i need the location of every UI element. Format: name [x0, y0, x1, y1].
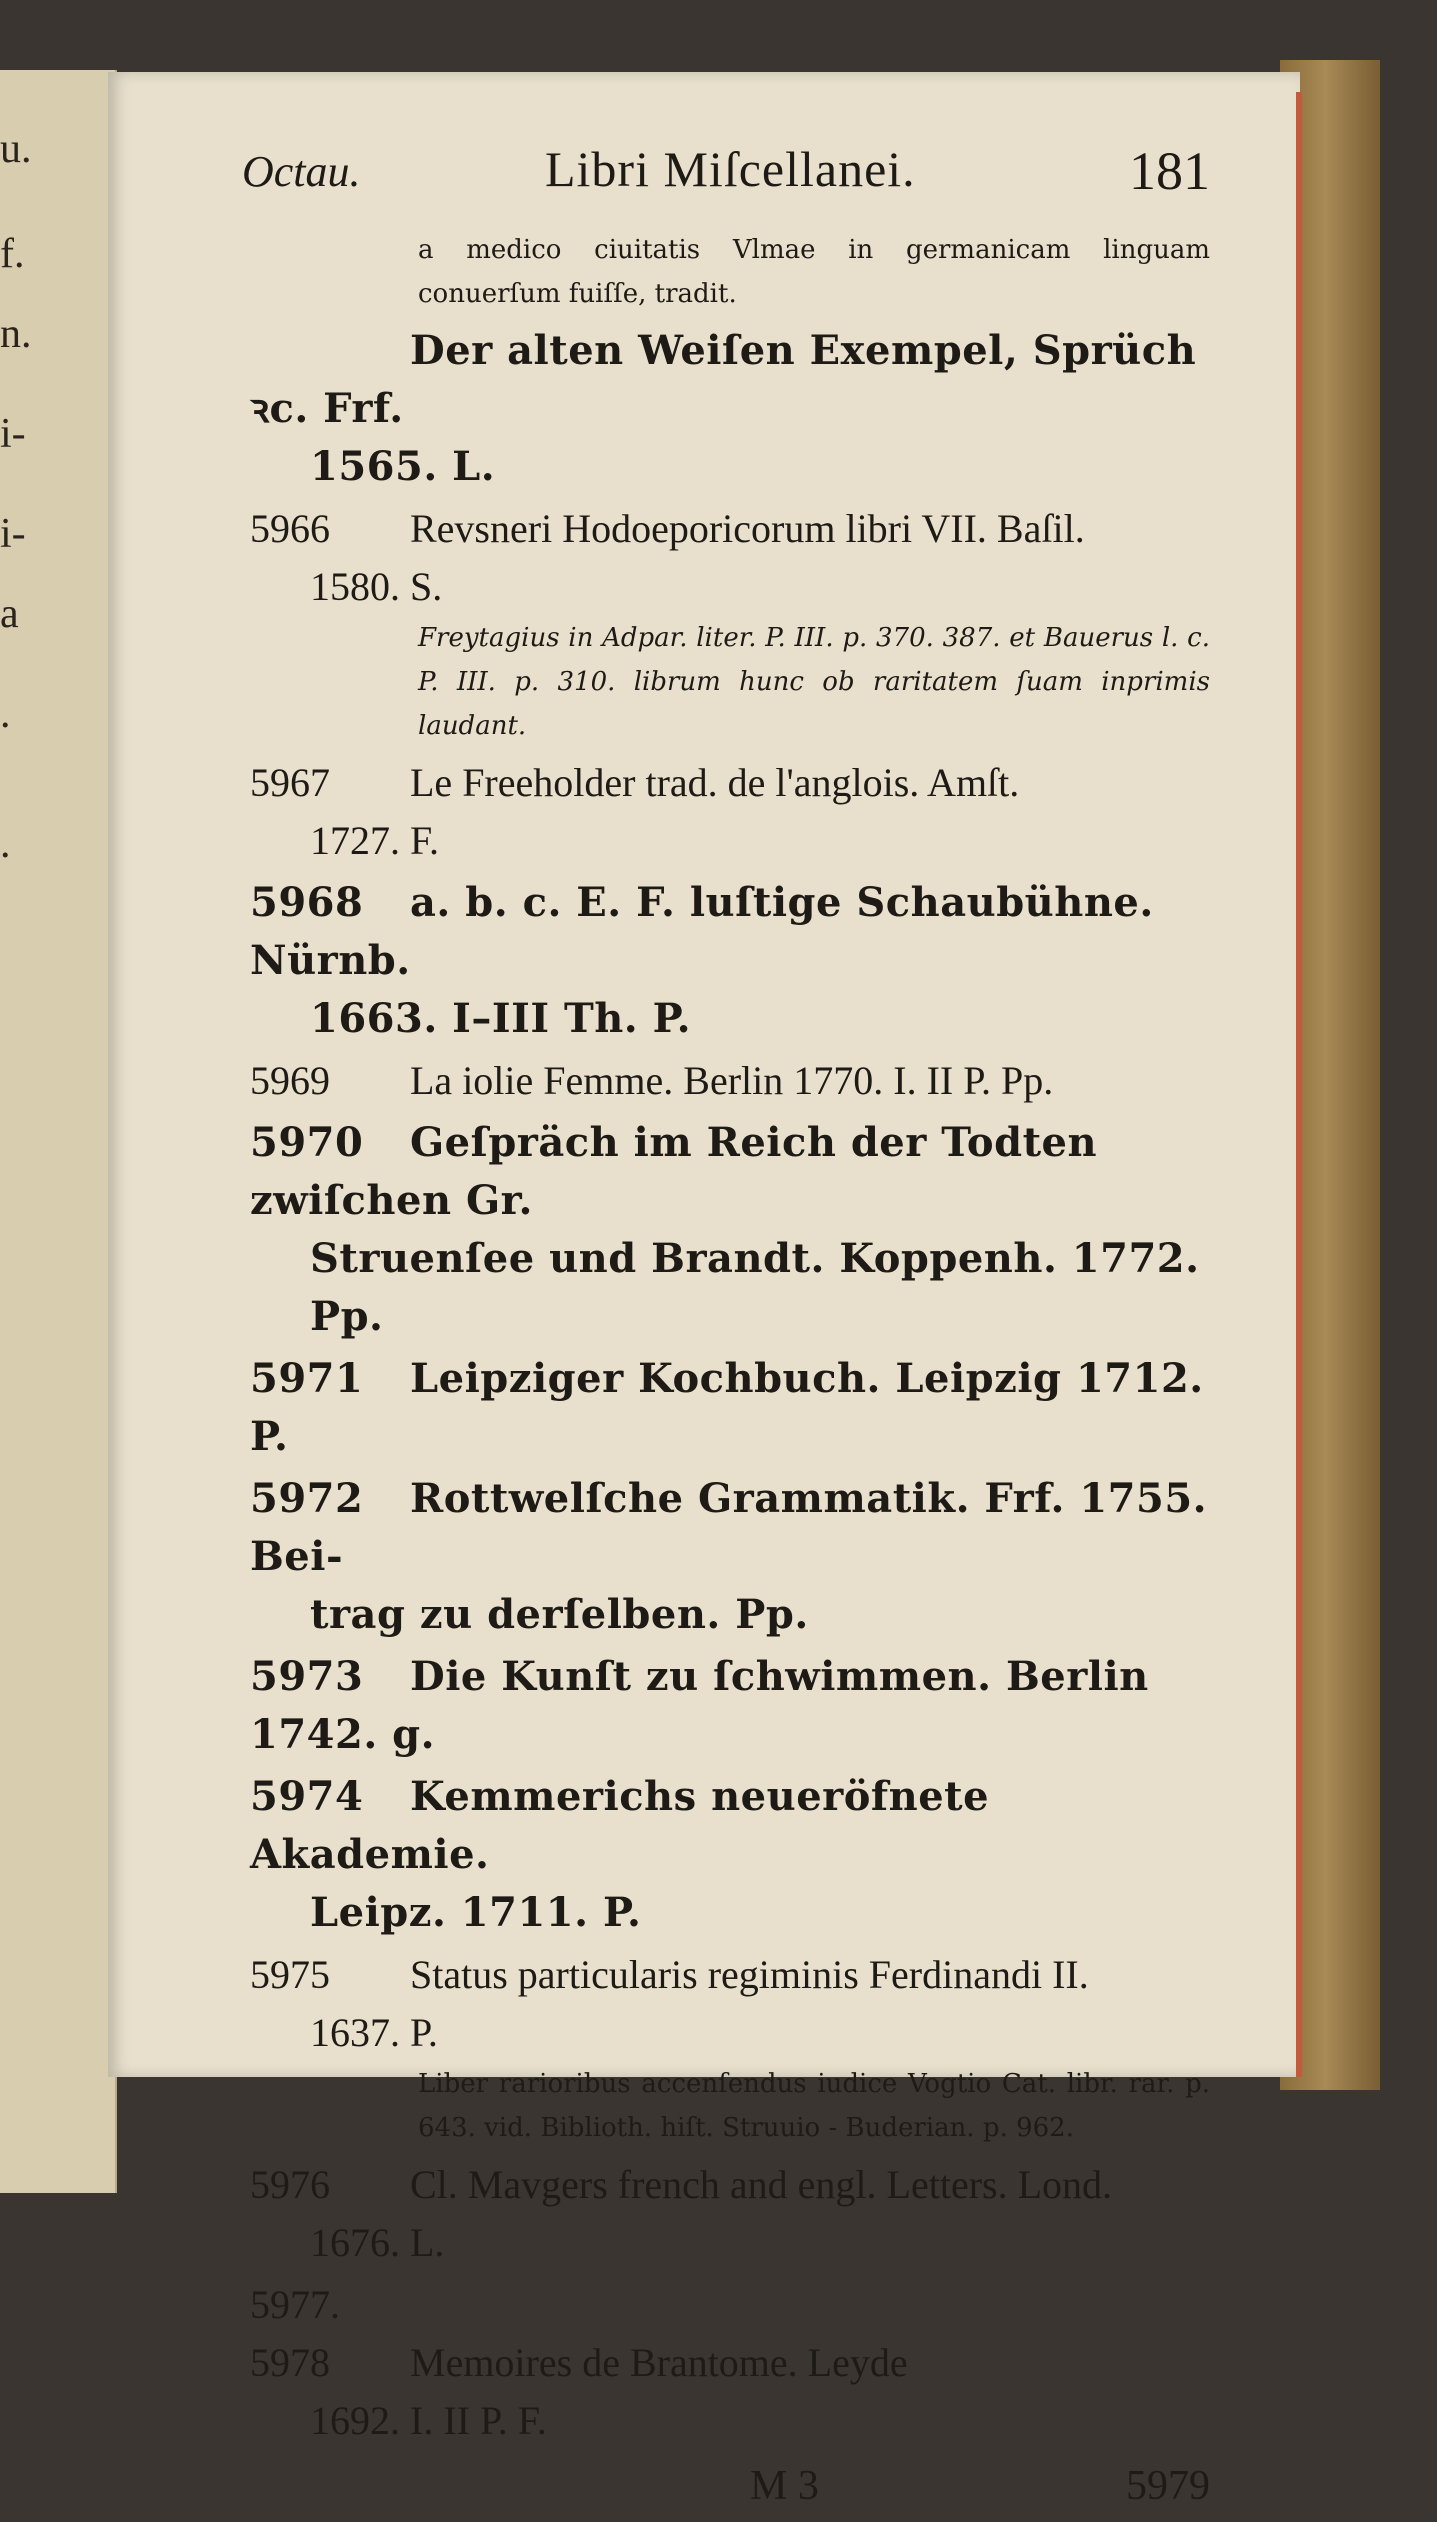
left-edge-char: u.: [0, 126, 32, 172]
header-title: Libri Miſcellanei.: [545, 141, 916, 197]
entry-line2: Leipz. 1711. P.: [310, 1889, 642, 1936]
entry-line2: 1580. S.: [310, 564, 443, 609]
catalog-entry: [250, 2156, 1210, 2272]
entry-line2: 1565. L.: [310, 443, 496, 490]
entry-line1: Rottwelſche Grammatik. Frf. 1755. Bei-: [250, 1475, 1208, 1580]
entry-line1: Leipziger Kochbuch. Leipzig 1712. P.: [250, 1355, 1204, 1460]
red-page-edge: [1296, 92, 1302, 2077]
entry-line2: Struenſee und Brandt. Koppenh. 1772. Pp.: [310, 1235, 1200, 1340]
catalog-entry: [250, 322, 1210, 496]
entry-line1: Der alten Weiſen Exempel, Sprüch ꝛc. Frf.: [250, 327, 1197, 432]
entry-line2: 1663. I–III Th. P.: [310, 995, 692, 1042]
entry-number: 5976: [250, 2162, 330, 2207]
entry-number: 5975: [250, 1952, 330, 1997]
entry-line2: 1637. P.: [310, 2010, 438, 2055]
signature-mark: M 3: [750, 2463, 819, 2509]
entry-line2: 1727. F.: [310, 818, 440, 863]
left-page-edge: [0, 70, 117, 2193]
header-format: Octau.: [242, 147, 361, 196]
page-content: [242, 140, 1210, 2522]
catalog-entry: [250, 754, 1210, 870]
entry-number: 5974: [250, 1773, 364, 1820]
entry-line1: La iolie Femme. Berlin 1770. I. II P. Pp.: [410, 1058, 1054, 1103]
entry-number: 5966: [250, 506, 330, 551]
catalog-entry: [250, 1350, 1210, 1466]
entry-line2: trag zu derſelben. Pp.: [310, 1591, 809, 1638]
entry-line1: a. b. c. E. F. luſtige Schaubühne. Nürnb.: [250, 879, 1154, 984]
left-edge-char: .: [0, 821, 11, 867]
note-5975: Liber rarioribus accenſendus iudice Vogtio Cat. libr. rar. p. 643. vid. Biblioth. hiſt. Struuio - Buderian. p. 962.: [418, 2069, 1210, 2143]
catalog-entry: [250, 2276, 1210, 2450]
running-header: [242, 140, 1210, 220]
entry-number: 5972: [250, 1475, 364, 1522]
entry-number: 5970: [250, 1119, 364, 1166]
entry-number: 5971: [250, 1355, 364, 1402]
catalog-entry: [250, 1470, 1210, 1644]
note-5966: Freytagius in Adpar. liter. P. III. p. 370. 387. et Bauerus l. c. P. III. p. 310. librum hunc ob raritatem ſuam inprimis laudant.: [418, 623, 1210, 741]
entry-line1: Cl. Mavgers french and engl. Letters. Lond.: [410, 2162, 1113, 2207]
entry-line2: 1692. I. II P. F.: [310, 2398, 547, 2443]
entry-line1: Geſpräch im Reich der Todten zwiſchen Gr.: [250, 1119, 1098, 1224]
catchword: 5979: [1126, 2463, 1210, 2509]
entry-number: 5969: [250, 1058, 330, 1103]
page-footer: [250, 2462, 1210, 2522]
entry-line1: Status particularis regiminis Ferdinandi II.: [410, 1952, 1089, 1997]
page-number: 181: [1129, 141, 1210, 201]
note-top: a medico ciuitatis Vlmae in germanicam linguam conuerſum fuiſſe, tradit.: [418, 235, 1210, 309]
entry-number: 5973: [250, 1653, 364, 1700]
catalog-entry: [250, 1114, 1210, 1346]
left-edge-char: i-: [0, 511, 26, 557]
entry-line1: Kemmerichs neueröfnete Akademie.: [250, 1773, 990, 1878]
catalog-entry: [250, 1052, 1210, 1110]
left-edge-char: .: [0, 691, 11, 737]
left-edge-char: f.: [0, 231, 25, 277]
left-edge-char: n.: [0, 311, 32, 357]
catalog-entry: [250, 874, 1210, 1048]
entry-number: 5977. 5978: [250, 2282, 340, 2385]
left-edge-char: i-: [0, 411, 26, 457]
entry-line2: 1676. L.: [310, 2220, 445, 2265]
entry-number: 5968: [250, 879, 364, 926]
catalog-entry: [250, 1648, 1210, 1764]
left-edge-char: a: [0, 591, 19, 637]
entry-line1: Memoires de Brantome. Leyde: [410, 2340, 908, 2385]
entry-line1: Die Kunſt zu ſchwimmen. Berlin 1742. g.: [250, 1653, 1149, 1758]
entry-line1: Le Freeholder trad. de l'anglois. Amſt.: [410, 760, 1020, 805]
entry-line1: Revsneri Hodoeporicorum libri VII. Baſil.: [410, 506, 1085, 551]
catalog-entry: [250, 500, 1210, 616]
catalog-entry: [250, 1768, 1210, 1942]
entry-number: 5967: [250, 760, 330, 805]
catalog-entry: [250, 1946, 1210, 2062]
